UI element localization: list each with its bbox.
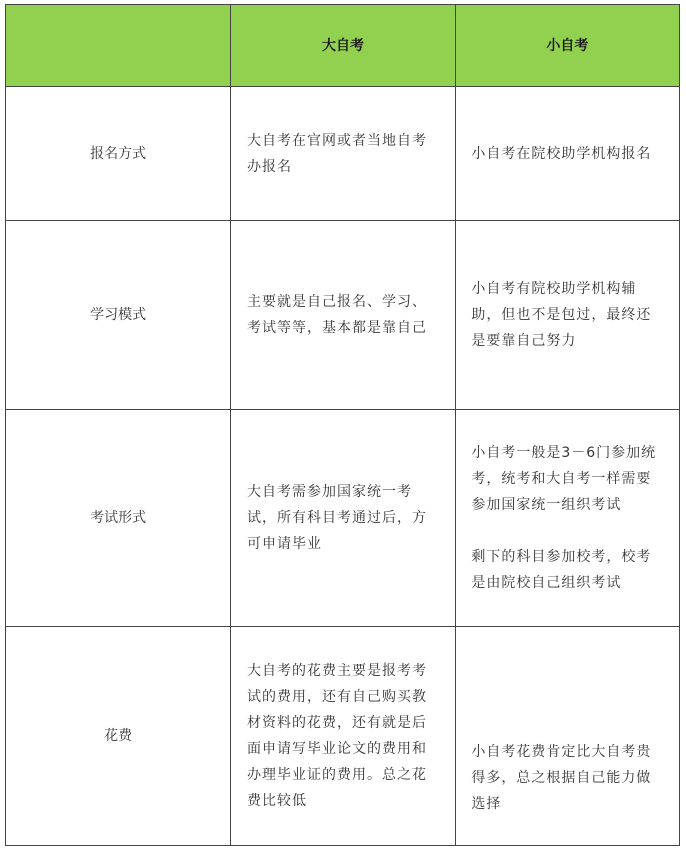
table-row-registration xyxy=(6,87,680,221)
row-label-cost: 花费 xyxy=(6,627,231,846)
cell-big-study-mode xyxy=(231,221,455,410)
cell-text: 大自考在官网或者当地自考办报名 xyxy=(246,132,427,175)
cell-paragraph: 小自考有院校助学机构辅助，但也不是包过，最终还是要靠自己努力 xyxy=(471,281,652,349)
cell-paragraph: 小自考一般是3－6门参加统考，统考和大自考一样需要参加国家统一组织考试 xyxy=(471,445,657,513)
cell-text xyxy=(471,440,663,596)
row-label-registration: 报名方式 xyxy=(6,87,231,221)
cell-small-registration xyxy=(455,87,679,221)
cell-paragraph: 剩下的科目参加校考，校考是由院校自己组织考试 xyxy=(471,549,652,591)
table-row-cost xyxy=(6,627,680,846)
table-row-study-mode xyxy=(6,221,680,410)
table-row-exam-format xyxy=(6,410,680,627)
cell-paragraph: 小自考花费肯定比大自考贵得多，总之根据自己能力做选择 xyxy=(471,744,652,812)
cell-text xyxy=(471,276,663,354)
cell-small-exam-format xyxy=(455,410,679,627)
row-label-study-mode: 学习模式 xyxy=(6,221,231,410)
header-big-zikao: 大自考 xyxy=(231,5,455,87)
row-label-exam-format: 考试形式 xyxy=(6,410,231,627)
cell-small-cost xyxy=(455,627,679,846)
header-corner-cell xyxy=(6,5,231,87)
cell-paragraph: 小自考在院校助学机构报名 xyxy=(471,145,652,162)
comparison-table xyxy=(5,4,680,846)
header-row xyxy=(6,5,680,87)
cell-text: 大自考需参加国家统一考试，所有科目考通过后，方可申请毕业 xyxy=(246,484,427,552)
cell-text xyxy=(471,739,663,817)
cell-big-registration xyxy=(231,87,455,221)
header-small-zikao: 小自考 xyxy=(455,5,679,87)
cell-text xyxy=(471,141,663,167)
cell-big-cost xyxy=(231,627,455,846)
cell-small-study-mode xyxy=(455,221,679,410)
cell-big-exam-format xyxy=(231,410,455,627)
cell-text: 大自考的花费主要是报考考试的费用，还有自己购买教材资料的花费，还有就是后面申请写毕业论文的费用和办理毕业证的费用。总之花费比较低 xyxy=(246,663,427,809)
cell-text: 主要就是自己报名、学习、考试等等，基本都是靠自己 xyxy=(246,294,427,336)
